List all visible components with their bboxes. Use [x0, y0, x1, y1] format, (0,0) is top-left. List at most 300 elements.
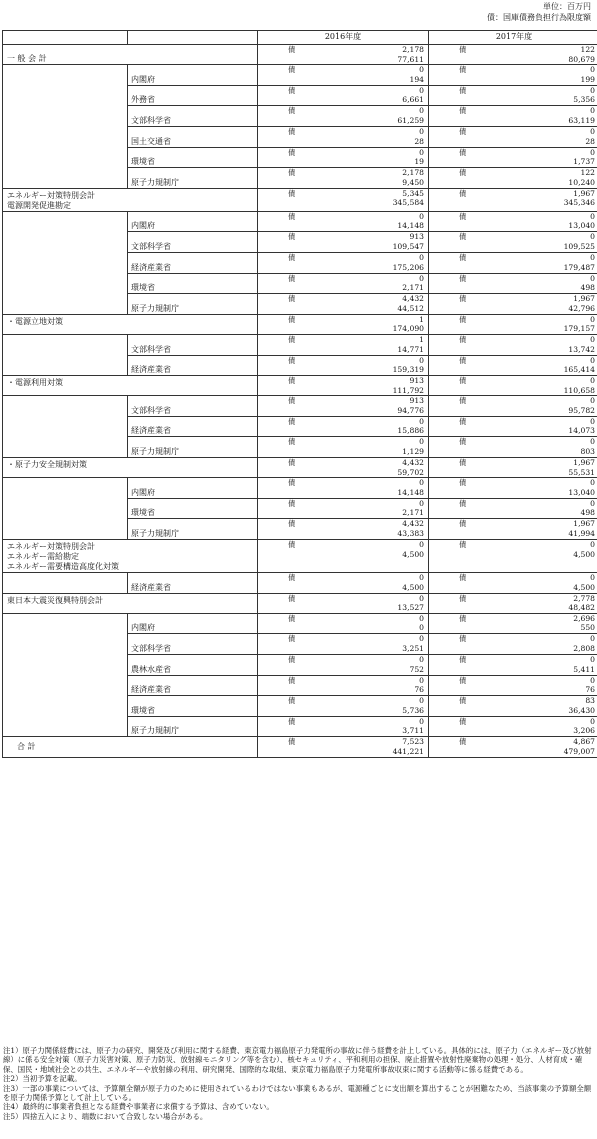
value-stack [258, 696, 428, 715]
bond-mark: 債 [288, 716, 296, 726]
note-4: 注4）最終的に事業者負担となる経費や事業者に求償する予算は、含めていない。 [3, 1102, 274, 1112]
section-title: ・電源立地対策 [7, 316, 63, 326]
bond-limit-line [429, 106, 597, 116]
ministry-row [3, 252, 597, 273]
budget-line [258, 447, 428, 457]
budget-value: 19 [414, 157, 424, 167]
budget-line [429, 426, 597, 436]
bond-limit-value: 0 [590, 314, 595, 324]
value-stack [429, 614, 597, 633]
bond-mark: 債 [459, 416, 467, 426]
bond-limit-line [258, 417, 428, 427]
budget-value: 4,500 [402, 549, 424, 559]
bond-limit-value: 0 [419, 126, 424, 136]
budget-value: 345,346 [563, 198, 595, 208]
indent-cell [3, 85, 128, 106]
bond-limit-line [429, 315, 597, 325]
indent-cell [3, 675, 128, 696]
budget-value: 498 [580, 283, 595, 293]
value-stack [258, 458, 428, 477]
ministry-2017 [429, 126, 597, 147]
value-stack [429, 212, 597, 231]
ministry-2016 [258, 634, 429, 655]
section-title: エネルギー対策特別会計 [7, 542, 95, 552]
bond-limit-value: 0 [590, 232, 595, 242]
ministry-label [128, 126, 258, 147]
budget-value: 10,240 [568, 177, 595, 187]
budget-line [258, 623, 428, 633]
bond-limit-line [258, 478, 428, 488]
budget-value: 14,771 [397, 344, 424, 354]
ministry-label [128, 294, 258, 315]
bond-limit-value: 0 [590, 355, 595, 365]
ministry-name: 環境省 [131, 157, 155, 167]
value-stack [258, 253, 428, 272]
bond-mark: 債 [459, 696, 467, 706]
budget-value: 5,736 [402, 705, 424, 715]
bond-limit-value: 1 [419, 334, 424, 344]
table-header-row [3, 31, 597, 45]
bond-mark: 債 [288, 613, 296, 623]
budget-value: 4,500 [402, 582, 424, 592]
value-stack [258, 717, 428, 736]
value-stack [258, 127, 428, 146]
value-stack [429, 168, 597, 187]
bond-limit-value: 0 [419, 273, 424, 283]
bond-limit-value: 0 [419, 85, 424, 95]
grand-total-2017 [429, 737, 597, 757]
bond-mark: 債 [288, 675, 296, 685]
value-stack [258, 614, 428, 633]
section-label [3, 314, 258, 334]
indent-cell [3, 106, 128, 127]
ministry-label [128, 211, 258, 232]
indent-cell [3, 334, 128, 355]
ministry-name: 経済産業省 [131, 582, 171, 592]
units-legend [487, 2, 591, 24]
bond-limit-line [258, 676, 428, 686]
section-label [3, 45, 258, 65]
indent-cell [3, 126, 128, 147]
bond-limit-value: 2,778 [573, 593, 595, 603]
ministry-name: 原子力規制庁 [131, 303, 179, 313]
ministry-row [3, 716, 597, 737]
budget-line [429, 324, 597, 334]
bond-mark: 債 [288, 188, 296, 198]
value-stack [429, 655, 597, 674]
bond-limit-line [429, 189, 597, 199]
bond-limit-line [429, 148, 597, 158]
ministry-row [3, 498, 597, 519]
section-total-row [3, 45, 597, 65]
bond-mark: 債 [459, 314, 467, 324]
bond-limit-value: 0 [419, 573, 424, 583]
bond-mark: 債 [459, 478, 467, 488]
bond-mark: 債 [288, 416, 296, 426]
bond-limit-value: 0 [419, 498, 424, 508]
value-stack [429, 356, 597, 375]
bond-mark: 債 [459, 273, 467, 283]
note-3: 注3）一部の事業については、予算額全額が原子力のために使用されているわけではない事業もあるが、電源種ごとに支出額を算出することが困難なため、当該事業の予算額全額を原子力関係予算として計上している。 [3, 1083, 592, 1103]
ministry-2017 [429, 478, 597, 499]
budget-line [429, 747, 597, 757]
budget-line [429, 529, 597, 539]
bond-limit-value: 0 [590, 252, 595, 262]
bond-limit-line [429, 717, 597, 727]
bond-mark: 債 [288, 634, 296, 644]
ministry-name: 環境省 [131, 283, 155, 293]
ministry-name: 経済産業省 [131, 365, 171, 375]
bond-mark: 債 [288, 655, 296, 664]
bond-limit-line [258, 594, 428, 604]
value-stack [429, 127, 597, 146]
bond-limit-line [429, 458, 597, 468]
section-subtitle: エネルギー需給勘定 [7, 552, 79, 562]
bond-mark: 債 [459, 634, 467, 644]
bond-mark: 債 [459, 355, 467, 365]
bond-limit-value: 913 [409, 396, 424, 406]
budget-line [258, 304, 428, 314]
budget-line [258, 386, 428, 396]
budget-line [258, 283, 428, 293]
bond-mark: 債 [459, 519, 467, 529]
bond-limit-line [258, 540, 428, 550]
bond-limit-value: 0 [419, 675, 424, 685]
budget-value: 63,119 [568, 115, 595, 125]
ministry-label [128, 416, 258, 437]
bond-mark: 債 [288, 126, 296, 136]
budget-line [258, 365, 428, 375]
indent-cell [3, 232, 128, 253]
budget-line [258, 221, 428, 231]
bond-limit-line [429, 634, 597, 644]
indent-cell [3, 211, 128, 232]
bond-limit-value: 1,967 [573, 294, 595, 304]
ministry-2016 [258, 273, 429, 294]
section-subtitle: エネルギー需要構造高度化対策 [7, 562, 119, 572]
bond-mark: 債 [459, 655, 467, 664]
budget-line [429, 178, 597, 188]
bond-mark: 債 [288, 519, 296, 529]
bond-limit-line [429, 45, 597, 55]
budget-value: 165,414 [563, 365, 595, 375]
bond-mark: 債 [459, 168, 467, 178]
bond-mark: 債 [288, 396, 296, 406]
value-stack [258, 594, 428, 613]
ministry-row [3, 168, 597, 189]
indent-cell [3, 147, 128, 168]
ministry-row [3, 478, 597, 499]
budget-value: 2,171 [402, 283, 424, 293]
bond-limit-line [258, 127, 428, 137]
bond-mark: 債 [459, 85, 467, 95]
bond-limit-line [429, 499, 597, 509]
budget-value: 95,782 [568, 405, 595, 415]
ministry-2016 [258, 437, 429, 458]
value-stack [258, 335, 428, 354]
ministry-2016 [258, 211, 429, 232]
ministry-2016 [258, 675, 429, 696]
value-stack [258, 148, 428, 167]
budget-line [429, 685, 597, 695]
ministry-name: 外務省 [131, 95, 155, 105]
budget-value: 803 [580, 447, 595, 457]
budget-line [429, 603, 597, 613]
section-label [3, 540, 258, 573]
value-stack [429, 676, 597, 695]
ministry-row [3, 65, 597, 86]
value-stack [429, 86, 597, 105]
ministry-name: 内閣府 [131, 487, 155, 497]
budget-value: 111,792 [392, 385, 424, 395]
budget-line [258, 706, 428, 716]
total-2017 [429, 188, 597, 211]
budget-line [429, 508, 597, 518]
note-5: 注5）四捨五入により、端数において合致しない場合がある。 [3, 1111, 208, 1121]
ministry-2016 [258, 334, 429, 355]
ministry-row [3, 147, 597, 168]
budget-line [429, 263, 597, 273]
ministry-2017 [429, 498, 597, 519]
value-stack [429, 540, 597, 559]
bond-limit-value: 0 [590, 147, 595, 157]
bond-mark: 債 [459, 716, 467, 726]
budget-value: 76 [585, 685, 595, 695]
budget-line [258, 263, 428, 273]
ministry-2016 [258, 126, 429, 147]
value-stack [429, 519, 597, 538]
bond-mark: 債 [288, 737, 296, 747]
budget-value: 28 [585, 136, 595, 146]
bond-limit-line [258, 212, 428, 222]
ministry-2016 [258, 294, 429, 315]
ministry-row [3, 106, 597, 127]
bond-limit-line [258, 189, 428, 199]
bond-limit-value: 0 [419, 437, 424, 447]
ministry-2016 [258, 252, 429, 273]
bond-limit-line [258, 519, 428, 529]
value-stack [258, 86, 428, 105]
value-stack [429, 573, 597, 592]
value-stack [258, 212, 428, 231]
ministry-name: 文部科学省 [131, 344, 171, 354]
ministry-name: 文部科学省 [131, 115, 171, 125]
bond-limit-line [429, 335, 597, 345]
bond-mark: 債 [459, 573, 467, 583]
budget-value: 94,776 [397, 405, 424, 415]
bond-limit-line [429, 376, 597, 386]
budget-value: 3,711 [402, 726, 424, 736]
section-subtitle: 電源開発促進勘定 [7, 200, 71, 210]
indent-cell [3, 573, 128, 594]
bond-limit-line [258, 737, 428, 747]
budget-value: 15,886 [397, 426, 424, 436]
value-stack [429, 315, 597, 334]
bond-limit-line [258, 168, 428, 178]
ministry-name: 原子力規制庁 [131, 447, 179, 457]
ministry-label [128, 655, 258, 676]
bond-limit-line [429, 168, 597, 178]
bond-limit-value: 122 [580, 45, 595, 54]
ministry-row [3, 573, 597, 594]
ministry-2017 [429, 573, 597, 594]
bond-mark: 債 [288, 376, 296, 386]
budget-line [258, 468, 428, 478]
budget-line [258, 747, 428, 757]
budget-value: 77,611 [397, 54, 424, 64]
bond-limit-line [429, 540, 597, 550]
ministry-name: 内閣府 [131, 221, 155, 231]
bond-limit-line [258, 655, 428, 665]
indent-cell [3, 65, 128, 86]
budget-value: 36,430 [568, 705, 595, 715]
bond-limit-value: 1,967 [573, 519, 595, 529]
budget-value: 2,808 [573, 644, 595, 653]
indent-cell [3, 273, 128, 294]
value-stack [258, 45, 428, 64]
budget-value: 110,658 [563, 385, 595, 395]
budget-value: 13,742 [568, 344, 595, 354]
total-2016 [258, 458, 429, 478]
budget-line [429, 623, 597, 633]
budget-line [258, 242, 428, 252]
budget-line [429, 665, 597, 675]
value-stack [429, 253, 597, 272]
ministry-2016 [258, 478, 429, 499]
bond-limit-value: 0 [419, 416, 424, 426]
section-title: ・原子力安全規制対策 [7, 460, 87, 470]
ministry-2016 [258, 168, 429, 189]
bond-limit-line [429, 127, 597, 137]
bond-limit-value: 0 [590, 396, 595, 406]
header-blank [3, 31, 128, 45]
value-stack [429, 294, 597, 313]
bond-limit-value: 0 [419, 252, 424, 262]
ministry-2017 [429, 85, 597, 106]
note-2: 注2）当初予算を記載。 [3, 1074, 82, 1084]
budget-line [258, 157, 428, 167]
bond-mark: 債 [288, 314, 296, 324]
column-2017: 2017年度 [429, 31, 597, 45]
total-2016 [258, 45, 429, 65]
bond-limit-line [429, 417, 597, 427]
ministry-label [128, 696, 258, 717]
total-2017 [429, 314, 597, 334]
budget-line [258, 406, 428, 416]
value-stack [258, 499, 428, 518]
budget-line [258, 665, 428, 675]
budget-value: 3,251 [402, 644, 424, 653]
bond-mark: 債 [459, 376, 467, 386]
ministry-row [3, 696, 597, 717]
bond-limit-value: 0 [419, 478, 424, 488]
bond-mark: 債 [459, 458, 467, 468]
bond-mark: 債 [288, 273, 296, 283]
ministry-row [3, 294, 597, 315]
bond-limit-value: 7,523 [402, 737, 424, 747]
bond-mark: 債 [288, 45, 296, 54]
value-stack [429, 106, 597, 125]
bond-limit-line [258, 437, 428, 447]
ministry-label [128, 168, 258, 189]
value-stack [429, 417, 597, 436]
bond-limit-value: 4,432 [402, 294, 424, 304]
budget-value: 14,148 [397, 221, 424, 231]
ministry-row [3, 613, 597, 634]
value-stack [429, 437, 597, 456]
bond-limit-value: 4,867 [573, 737, 595, 747]
ministry-label [128, 252, 258, 273]
budget-value: 109,547 [392, 241, 424, 251]
budget-line [258, 529, 428, 539]
ministry-row [3, 126, 597, 147]
budget-value: 55,531 [568, 467, 595, 477]
ministry-2017 [429, 634, 597, 655]
bond-limit-line [429, 212, 597, 222]
bond-limit-line [429, 232, 597, 242]
budget-value: 441,221 [392, 746, 424, 756]
indent-cell [3, 416, 128, 437]
budget-line [429, 365, 597, 375]
bond-limit-line [258, 717, 428, 727]
value-stack [258, 655, 428, 674]
budget-value: 1,129 [402, 447, 424, 457]
indent-cell [3, 498, 128, 519]
bond-limit-value: 1,967 [573, 188, 595, 198]
ministry-name: 文部科学省 [131, 405, 171, 415]
section-title: 東日本大震災復興特別会計 [7, 595, 103, 605]
ministry-2017 [429, 294, 597, 315]
ministry-name: 原子力規制庁 [131, 726, 179, 736]
budget-line [429, 55, 597, 65]
budget-value: 5,411 [573, 664, 595, 674]
budget-value: 28 [414, 136, 424, 146]
bond-mark: 債 [288, 168, 296, 178]
bond-mark: 債 [459, 593, 467, 603]
value-stack [429, 274, 597, 293]
bond-limit-line [258, 65, 428, 75]
bond-limit-value: 83 [585, 696, 595, 706]
budget-value: 0 [419, 623, 424, 633]
indent-cell [3, 519, 128, 540]
value-stack [258, 519, 428, 538]
ministry-row [3, 85, 597, 106]
value-stack [429, 696, 597, 715]
grand-total-label [3, 737, 258, 757]
indent-cell [3, 613, 128, 634]
ministry-2016 [258, 696, 429, 717]
budget-value: 3,206 [573, 726, 595, 736]
value-stack [258, 540, 428, 559]
bond-limit-value: 0 [419, 655, 424, 664]
section-total-row [3, 376, 597, 396]
budget-line [429, 157, 597, 167]
bond-mark: 債 [288, 437, 296, 447]
total-2017 [429, 376, 597, 396]
bond-limit-line [258, 376, 428, 386]
ministry-label [128, 396, 258, 417]
bond-mark: 債 [288, 540, 296, 550]
ministry-label [128, 675, 258, 696]
budget-value: 4,500 [573, 582, 595, 592]
bond-mark: 債 [288, 65, 296, 75]
bond-limit-value: 5,345 [402, 188, 424, 198]
budget-line [258, 198, 428, 208]
budget-line [429, 242, 597, 252]
ministry-name: 内閣府 [131, 623, 155, 633]
ministry-2016 [258, 147, 429, 168]
budget-line [429, 304, 597, 314]
